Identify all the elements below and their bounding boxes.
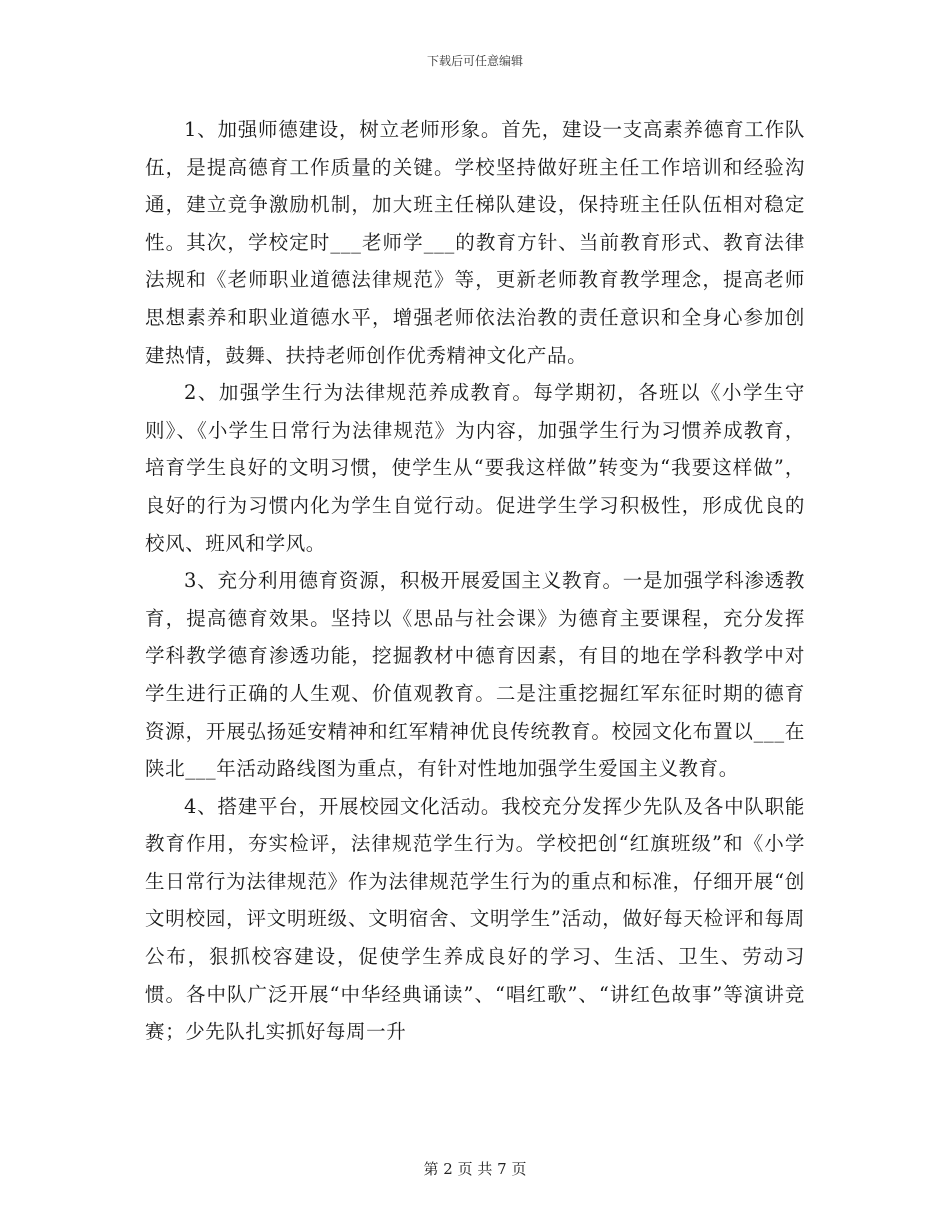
paragraph-2: 2、加强学生行为法律规范养成教育。每学期初，各班以《小学生守则》、《小学生日常行为法律规范》为内容，加强学生行为习惯养成教育，培育学生良好的文明习惯，使学生从“要我这样做”转变为“我要这样做”，良好的行为习惯内化为学生自觉行动。促进学生学习积极性，形成优良的校风、班风和学风。	[145, 381, 805, 555]
paragraph-1: 1、加强师德建设，树立老师形象。首先，建设一支高素养德育工作队伍，是提高德育工作质量的关键。学校坚持做好班主任工作培训和经验沟通，建立竞争激励机制，加大班主任梯队建设，保持班主任队伍相对稳定性。其次，学校定时___老师学___的教育方针、当前教育形式、教育法律法规和《老师职业道德法律规范》等，更新老师教育教学理念，提高老师思想素养和职业道德水平，增强老师依法治教的责任意识和全身心参加创建热情，鼓舞、扶持老师创作优秀精神文化产品。	[145, 118, 805, 367]
paragraph-3: 3、充分利用德育资源，积极开展爱国主义教育。一是加强学科渗透教育，提高德育效果。坚持以《思品与社会课》为德育主要课程，充分发挥学科教学德育渗透功能，挖掘教材中德育因素，有目的地在学科教学中对学生进行正确的人生观、价值观教育。二是注重挖掘红军东征时期的德育资源，开展弘扬延安精神和红军精神优良传统教育。校园文化布置以___在陕北___年活动路线图为重点，有针对性地加强学生爱国主义教育。	[145, 569, 805, 781]
paragraph-4: 4、搭建平台，开展校园文化活动。我校充分发挥少先队及各中队职能教育作用，夯实检评，法律规范学生行为。学校把创“红旗班级”和《小学生日常行为法律规范》作为法律规范学生行为的重点和标准，仔细开展“创文明校园，评文明班级、文明宿舍、文明学生”活动，做好每天检评和每周公布，狠抓校容建设，促使学生养成良好的学习、生活、卫生、劳动习惯。各中队广泛开展“中华经典诵读”、“唱红歌”、“讲红色故事”等演讲竞赛；少先队扎实抓好每周一升	[145, 794, 805, 1044]
page-number-footer: 第 2 页 共 7 页	[423, 1160, 527, 1178]
document-body	[145, 111, 805, 1051]
page-header: 下载后可任意编辑	[426, 54, 523, 68]
